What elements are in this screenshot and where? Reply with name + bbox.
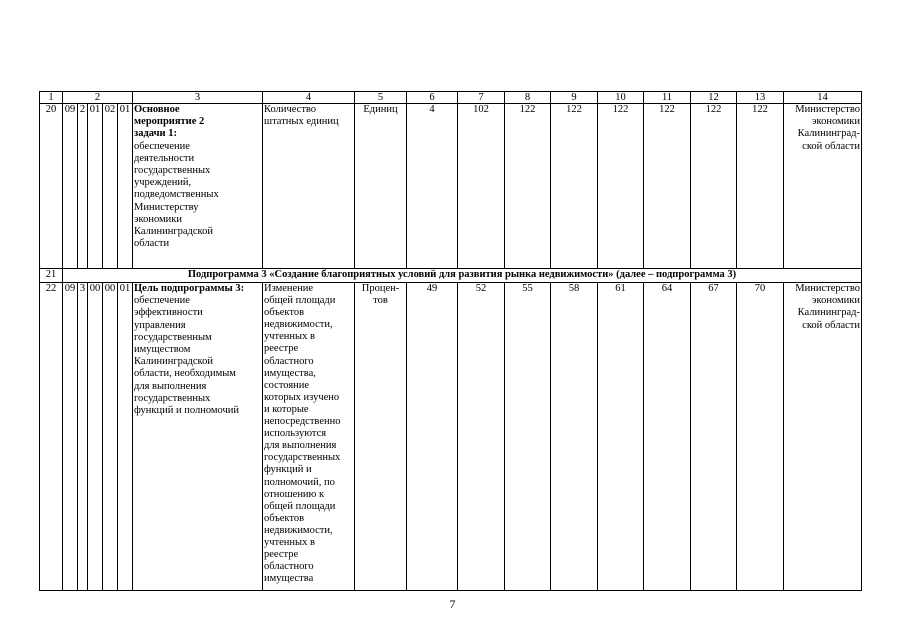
value-cell: 122 <box>691 104 737 269</box>
indicator-text: для выполнения <box>264 440 337 452</box>
header-cell: 1 <box>40 92 63 104</box>
unit-text: Процен- <box>361 283 400 294</box>
value-cell: 67 <box>691 283 737 591</box>
executor-text: экономики <box>812 295 860 307</box>
header-cell: 2 <box>63 92 133 104</box>
value-cell: 122 <box>737 104 784 269</box>
header-cell: 5 <box>355 92 407 104</box>
goal-text: области, необходимым <box>134 368 236 380</box>
goal-title: Цель подпрограммы 3: <box>134 283 245 294</box>
header-cell: 3 <box>133 92 263 104</box>
code-cell: 00 <box>103 283 118 591</box>
indicators-table <box>39 91 862 591</box>
indicator-text: реестре <box>264 549 299 561</box>
page-number: 7 <box>449 597 456 611</box>
executor-text: Калининград- <box>797 128 860 140</box>
indicator-text: учтенных в <box>264 536 315 548</box>
activity-title: мероприятие 2 <box>134 116 205 128</box>
row-number: 20 <box>40 104 63 269</box>
activity-text: государственных <box>134 165 211 177</box>
header-cell: 13 <box>737 92 784 104</box>
indicator-cell <box>263 283 355 591</box>
header-cell: 9 <box>551 92 598 104</box>
activity-text: Министерству <box>134 201 199 213</box>
goal-text: Калининградской <box>134 356 213 368</box>
indicator-text: областного <box>264 561 314 573</box>
indicator-text: которых изучено <box>264 391 340 403</box>
value-cell: 122 <box>505 104 551 269</box>
value-cell: 52 <box>458 283 505 591</box>
subprogram-title: Подпрограмма 3 «Создание благоприятных условий для развития рынка недвижимости» (далее – подпрограмма 3) <box>63 269 862 283</box>
executor-text: ской области <box>802 140 860 152</box>
executor-text: Министерство <box>795 104 860 115</box>
goal-name-cell <box>133 283 263 591</box>
activity-title: задачи 1: <box>134 128 177 140</box>
executor-text: Калининград- <box>797 307 860 319</box>
indicator-text: Количество <box>264 104 317 115</box>
indicator-text: штатных единиц <box>264 116 339 128</box>
indicator-text: недвижимости, <box>264 524 333 536</box>
subprogram-row <box>40 269 862 283</box>
goal-text: для выполнения <box>134 380 207 392</box>
header-cell: 14 <box>784 92 862 104</box>
goal-text: государственных <box>134 392 211 404</box>
executor-cell <box>784 283 862 591</box>
code-cell: 09 <box>63 104 78 269</box>
indicator-text: Изменение <box>264 283 314 294</box>
unit-cell <box>355 283 407 591</box>
activity-title: Основное <box>134 104 180 115</box>
activity-text: деятельности <box>134 152 195 164</box>
goal-text: функций и полномочий <box>134 405 240 417</box>
indicator-text: объектов <box>264 307 305 319</box>
value-cell: 122 <box>598 104 644 269</box>
indicator-text: и которые <box>264 403 309 415</box>
goal-text: обеспечение <box>134 295 190 307</box>
header-cell: 12 <box>691 92 737 104</box>
value-cell: 70 <box>737 283 784 591</box>
executor-text: экономики <box>812 116 860 128</box>
unit-text: тов <box>373 295 388 307</box>
executor-cell <box>784 104 862 269</box>
value-cell: 64 <box>644 283 691 591</box>
header-cell: 10 <box>598 92 644 104</box>
goal-text: эффективности <box>134 307 203 319</box>
activity-text: Калининградской <box>134 226 213 238</box>
header-cell: 8 <box>505 92 551 104</box>
indicator-text: функций и <box>264 464 312 476</box>
code-cell: 01 <box>118 104 133 269</box>
code-cell: 00 <box>88 283 103 591</box>
code-cell: 09 <box>63 283 78 591</box>
indicator-text: состояние <box>264 379 310 391</box>
value-cell: 61 <box>598 283 644 591</box>
indicator-text: областного <box>264 355 314 367</box>
executor-text: Министерство <box>795 283 860 294</box>
code-cell: 2 <box>78 104 88 269</box>
activity-text: экономики <box>134 213 182 225</box>
indicator-text: непосредственно <box>264 416 341 428</box>
value-cell: 102 <box>458 104 505 269</box>
indicator-text: общей площади <box>264 295 336 307</box>
header-row <box>40 92 862 104</box>
table-row <box>40 283 862 591</box>
indicator-text: полномочий, по <box>264 476 335 488</box>
activity-text: учреждений, <box>134 177 192 189</box>
code-cell: 02 <box>103 104 118 269</box>
header-cell: 6 <box>407 92 458 104</box>
indicator-cell <box>263 104 355 269</box>
program-table <box>39 91 861 591</box>
value-cell: 4 <box>407 104 458 269</box>
indicator-text: используются <box>264 428 327 440</box>
indicator-text: государственных <box>264 452 341 464</box>
indicator-text: реестре <box>264 343 299 355</box>
goal-text: государственным <box>134 331 212 343</box>
header-cell: 11 <box>644 92 691 104</box>
code-cell: 01 <box>88 104 103 269</box>
code-cell: 01 <box>118 283 133 591</box>
goal-text: управления <box>134 319 186 331</box>
activity-text: области <box>134 238 170 250</box>
activity-name-cell <box>133 104 263 269</box>
table-row <box>40 104 862 269</box>
activity-text: обеспечение <box>134 140 190 152</box>
value-cell: 55 <box>505 283 551 591</box>
indicator-text: имущества <box>264 573 314 585</box>
activity-text: подведомственных <box>134 189 219 201</box>
indicator-text: имущества, <box>264 367 316 379</box>
indicator-text: недвижимости, <box>264 319 333 331</box>
value-cell: 122 <box>551 104 598 269</box>
goal-text: имуществом <box>134 344 191 356</box>
indicator-text: общей площади <box>264 500 336 512</box>
row-number: 21 <box>40 269 63 283</box>
value-cell: 122 <box>644 104 691 269</box>
value-cell: 58 <box>551 283 598 591</box>
unit-cell: Единиц <box>355 104 407 269</box>
executor-text: ской области <box>802 319 860 331</box>
code-cell: 3 <box>78 283 88 591</box>
row-number: 22 <box>40 283 63 591</box>
value-cell: 49 <box>407 283 458 591</box>
indicator-text: объектов <box>264 512 305 524</box>
header-cell: 7 <box>458 92 505 104</box>
header-cell: 4 <box>263 92 355 104</box>
indicator-text: отношению к <box>264 488 325 500</box>
indicator-text: учтенных в <box>264 331 315 343</box>
